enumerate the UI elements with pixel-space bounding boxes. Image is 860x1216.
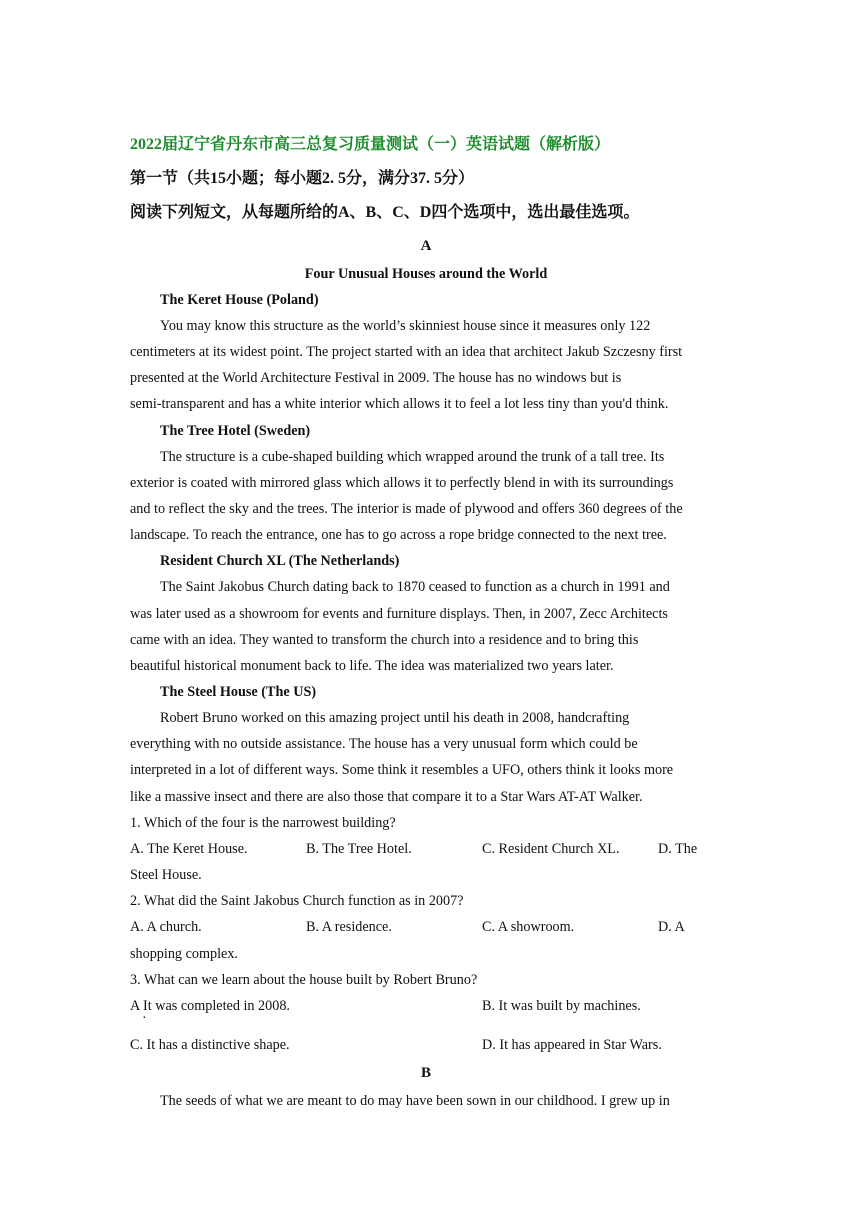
- q2-option-d-continued: shopping complex.: [130, 946, 238, 962]
- paragraph-line: centimeters at its widest point. The project started with an idea that architect Jakub Szczesny first: [130, 344, 683, 360]
- paragraph-line: was later used as a showroom for events and furniture displays. Then, in 2007, Zecc Architects: [130, 606, 668, 622]
- paragraph-line: beautiful historical monument back to life. The idea was materialized two years later.: [130, 658, 614, 674]
- q3-option-d: D. It has appeared in Star Wars.: [482, 1037, 662, 1053]
- q2-option-a: A. A church.: [130, 919, 202, 935]
- question-1: 1. Which of the four is the narrowest building?: [130, 815, 396, 831]
- passage-a-title: Four Unusual Houses around the World: [304, 266, 548, 282]
- paragraph-line: presented at the World Architecture Festival in 2009. The house has no windows but is: [130, 370, 622, 386]
- paragraph-line: The structure is a cube-shaped building which wrapped around the trunk of a tall tree. Its: [160, 449, 665, 465]
- question-2: 2. What did the Saint Jakobus Church function as in 2007?: [130, 893, 464, 909]
- passage-a-label: A: [420, 238, 432, 254]
- question-3: 3. What can we learn about the house built by Robert Bruno?: [130, 972, 478, 988]
- q1-option-a: A. The Keret House.: [130, 841, 248, 857]
- q1-option-d-continued: Steel House.: [130, 867, 202, 883]
- heading-tree-hotel: The Tree Hotel (Sweden): [160, 423, 311, 439]
- paragraph-line: The seeds of what we are meant to do may have been sown in our childhood. I grew up in: [160, 1093, 670, 1109]
- q3-option-c: C. It has a distinctive shape.: [130, 1037, 290, 1053]
- heading-keret-house: The Keret House (Poland): [160, 292, 319, 308]
- paragraph-line: and to reflect the sky and the trees. The interior is made of plywood and offers 360 degrees of the: [130, 501, 683, 517]
- q2-option-c: C. A showroom.: [482, 919, 575, 935]
- paragraph-line: You may know this structure as the world’s skinniest house since it measures only 122: [160, 318, 651, 334]
- paragraph-line: exterior is coated with mirrored glass which allows it to perfectly blend in with its surroundings: [130, 475, 674, 491]
- paragraph-line: like a massive insect and there are also those that compare it to a Star Wars AT-AT Walker.: [130, 789, 643, 805]
- paragraph-line: The Saint Jakobus Church dating back to 1870 ceased to function as a church in 1991 and: [160, 579, 670, 595]
- q1-option-b: B. The Tree Hotel.: [306, 841, 412, 857]
- paragraph-line: Robert Bruno worked on this amazing project until his death in 2008, handcrafting: [160, 710, 630, 726]
- q1-option-c: C. Resident Church XL.: [482, 841, 620, 857]
- document-title: 2022届辽宁省丹东市高三总复习质量测试（一）英语试题（解析版）: [130, 136, 611, 153]
- q3-option-b: B. It was built by machines.: [482, 998, 641, 1014]
- paragraph-line: interpreted in a lot of different ways. Some think it resembles a UFO, others think it looks more: [130, 762, 674, 778]
- paragraph-line: landscape. To reach the entrance, one has to go across a rope bridge connected to the next tree.: [130, 527, 667, 543]
- paragraph-line: came with an idea. They wanted to transform the church into a residence and to bring this: [130, 632, 639, 648]
- q3-option-a: A It was completed in 2008.: [130, 998, 290, 1014]
- section-heading: 第一节（共15小题；每小题2. 5分，满分37. 5分）: [130, 170, 475, 187]
- heading-steel-house: The Steel House (The US): [160, 684, 317, 700]
- heading-resident-church: Resident Church XL (The Netherlands): [160, 553, 400, 569]
- q2-option-b: B. A residence.: [306, 919, 392, 935]
- stray-dot-mark: ·: [142, 1011, 147, 1026]
- q1-option-d: D. The: [658, 841, 698, 857]
- q2-option-d: D. A: [658, 919, 685, 935]
- passage-b-label: B: [420, 1065, 431, 1081]
- instruction-text: 阅读下列短文，从每题所给的A、B、C、D四个选项中，选出最佳选项。: [130, 204, 640, 221]
- paragraph-line: everything with no outside assistance. The house has a very unusual form which could be: [130, 736, 638, 752]
- paragraph-line: semi-transparent and has a white interior which allows it to feel a lot less tiny than you'd think.: [130, 396, 669, 412]
